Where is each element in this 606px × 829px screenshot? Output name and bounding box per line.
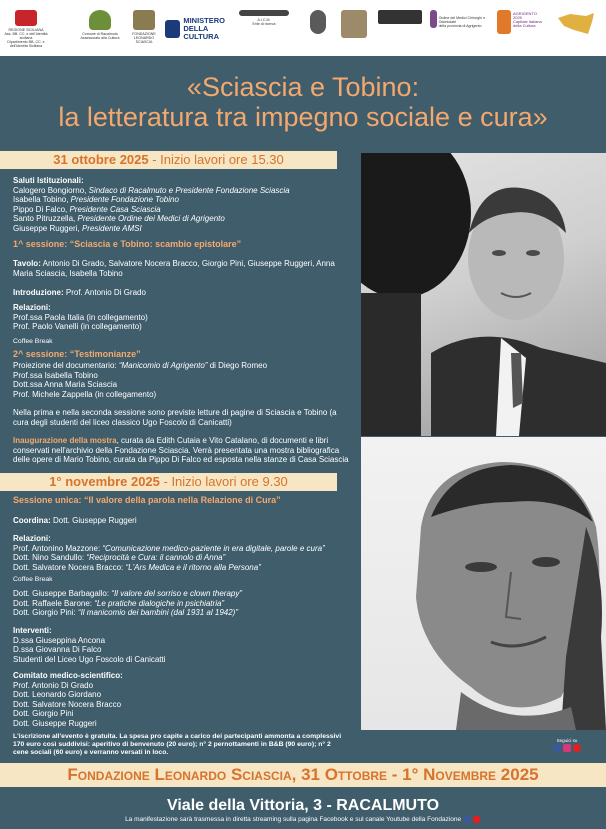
session1-introduzione: Introduzione: Prof. Antonio Di Grado [13, 288, 146, 297]
day2-band [0, 473, 337, 491]
relazione-item: Dott. Giorgio Pini: “Il manicomio dei bambini (dal 1931 al 1942)” [13, 608, 239, 617]
saluti-item: Santo Pitruzzella, Presidente Ordine dei Medici di Agrigento [13, 214, 225, 223]
interventi-section: Interventi: D.ssa Giuseppina Ancona D.ssa Giovanna Di Falco Studenti del Liceo Ugo Foscolo di Canicatti [13, 626, 351, 664]
day2-date: 1° novembre 2025 [49, 474, 160, 489]
ministero-emblem-icon [165, 20, 180, 38]
relazione-item: Prof. Antonino Mazzone: “Comunicazione medico-paziente in era digitale, parole e cura” [13, 543, 325, 553]
footer-banner [0, 763, 606, 787]
session3-title: Sessione unica: “Il valore della parola nella Relazione di Cura” [13, 495, 281, 505]
ministero-caption: MINISTERO DELLA CULTURA [183, 16, 225, 41]
documentary-line: Proiezione del documentario: “Manicomio di Agrigento” di Diego Romeo [13, 361, 268, 370]
comitato-item: Prof. Antonio Di Grado [13, 680, 94, 690]
amsi-icon [378, 10, 422, 24]
title-line-1: «Sciascia e Tobino: [186, 72, 420, 102]
testimonianza-item: Prof. Michele Zappella (in collegamento) [13, 389, 157, 399]
seguici-label: Seguici su [556, 738, 578, 743]
comitato-item: Dott. Giuseppe Ruggeri [13, 718, 97, 728]
day1-band [0, 151, 337, 169]
session3-relazioni-2 [13, 589, 351, 618]
instagram-icon[interactable] [563, 744, 571, 752]
title-line-2: la letteratura tra impegno sociale e cura» [58, 102, 548, 132]
partner-logos-bar [0, 0, 606, 56]
intervento-item: D.ssa Giovanna Di Falco [13, 645, 102, 654]
relazione-item: Prof. Paolo Vanelli (in collegamento) [13, 322, 142, 331]
relazione-item: Dott. Salvatore Nocera Bracco: “L'Ars Medica e il ritorno alla Persona” [13, 562, 261, 572]
sicilia-logo [553, 10, 599, 48]
fondazione-sciascia-caption: FONDAZIONE LEONARDO SCIASCIA [132, 32, 156, 44]
relazione-item: Dott. Nino Sandullo: “Reciprocità e Cura: il cannolo di Anna” [13, 553, 226, 562]
casa-sciascia-icon [341, 10, 367, 38]
saluti-item: Isabella Tobino, Presidente Fondazione Tobino [13, 195, 179, 204]
regione-siciliana-caption: REGIONE SICILIANA Ass. BB. CC. e dell'Identità siciliana Dipartimento BB. CC. e dell'Identità Siciliana [4, 28, 48, 48]
intervento-item: Studenti del Liceo Ugo Foscolo di Canicatti [13, 654, 166, 664]
session1-title: 1^ sessione: “Sciascia e Tobino: scambio epistolare” [13, 239, 242, 249]
session2-title: 2^ sessione: “Testimonianze” [13, 349, 141, 359]
comitato-item: Dott. Salvatore Nocera Bracco [13, 699, 122, 709]
medici-emblem-icon [310, 10, 326, 34]
comune-crest-icon [89, 10, 111, 30]
agrigento-2025-caption: AGRIGENTO 2025 Capitale Italiana della Cultura [513, 11, 542, 28]
session1-coffee-break: Coffee Break [13, 338, 53, 345]
youtube-icon[interactable] [573, 744, 581, 752]
aicm-caption: A.I.C.M. Ente di ricerca [252, 18, 276, 26]
session3-relazioni: Relazioni: Prof. Antonino Mazzone: “Comunicazione medico-paziente in era digitale, parole e cura” Dott. Nino Sandullo: “Reciprocità e Cura: il cannolo di Anna” Dott. Salvatore Nocera Bracco: “L'Ars Medica e il ritorno alla Persona” [13, 534, 351, 572]
relazione-item: Dott. Raffaele Barone: “Le pratiche dialogiche in psichiatria” [13, 598, 225, 608]
letture-note: Nella prima e nella seconda sessione sono previste letture di pagine di Sciascia e Tobino (a cura degli studenti del liceo classico Ugo Foscolo di Canicatti) [13, 408, 337, 427]
comune-racalmuto-caption: Comune di Racalmuto Assessorato alla Cultura [80, 32, 120, 40]
facebook-icon[interactable] [553, 744, 561, 752]
relazione-item: Prof.ssa Paola Italia (in collegamento) [13, 312, 148, 322]
tobino-photo [361, 153, 606, 436]
ordine-medici-logo [430, 10, 492, 48]
comitato-item: Dott. Leonardo Giordano [13, 690, 102, 699]
session1-relazioni: Relazioni: Prof.ssa Paola Italia (in collegamento) Prof. Paolo Vanelli (in collegamento) [13, 303, 351, 332]
day2-start-time: - Inizio lavori ore 9.30 [159, 474, 288, 489]
regione-siciliana-logo [4, 10, 48, 48]
relazione-item: Dott. Giuseppe Barbagallo: “Il valore del sorriso e clown therapy” [13, 589, 242, 598]
session2-list [13, 361, 351, 399]
casa-sciascia-logo [339, 10, 369, 48]
saluti-section [13, 176, 351, 233]
comitato-item: Dott. Giorgio Pini [13, 709, 74, 718]
saluti-heading: Saluti Istituzionali: [13, 176, 84, 185]
day1-date: 31 ottobre 2025 [53, 152, 149, 167]
saluti-item: Calogero Bongiorno, Sindaco di Racalmuto e Presidente Fondazione Sciascia [13, 185, 290, 195]
intervento-item: D.ssa Giuseppina Ancona [13, 635, 106, 645]
medici-logo [307, 10, 329, 48]
mostra-note: Inaugurazione della mostra, curata da Edith Cutaia e Vito Catalano, di documenti e libri conservati nell'archivio della Fondazione Sciascia. Verrà presentata una mostra bibliografica delle opere di Mario Tobino, curata da Pippo Di Falco ed esposta nella stanze di Casa Sciascia [13, 436, 349, 464]
sciascia-photo [361, 437, 606, 730]
saluti-item: Giuseppe Ruggeri, Presidente AMSI [13, 223, 142, 233]
ordine-medici-caption: Ordine dei Medici Chirurghi e Odontoiatri della provincia di Agrigento [438, 16, 486, 28]
footer-streaming-text: La manifestazione sarà trasmessa in diretta streaming sulla pagina Facebook e sul canale Youtube della Fondazione [125, 816, 462, 824]
ministero-cultura-logo [165, 10, 225, 48]
amsi-logo [376, 10, 424, 48]
sciascia-portrait-icon [361, 437, 606, 730]
testimonianza-item: Prof.ssa Isabella Tobino [13, 370, 98, 380]
social-links [552, 738, 582, 754]
aicm-icon [239, 10, 289, 16]
regione-siciliana-emblem-icon [15, 10, 37, 26]
agrigento-2025-icon [497, 10, 511, 34]
footer-address: Viale della Vittoria, 3 - RACALMUTO [166, 797, 440, 814]
comitato-section: Comitato medico-scientifico: Prof. Antonio Di Grado Dott. Leonardo Giordano Dott. Salvatore Nocera Bracco Dott. Giorgio Pini Dott. Giuseppe Ruggeri [13, 671, 351, 728]
iscrizione-note: L'iscrizione all'evento è gratuita. La spesa pro capite a carico dei partecipanti ammonta a complessivi 170 euro così suddivisi: aperitivo di benvenuto (20 euro); n° 2 pernottamenti in B&B (90 euro); n° 2 cene sociali (60 euro) e verranno versati in loco. [13, 733, 342, 756]
session3-coordina: Coordina: Dott. Giuseppe Ruggeri [13, 516, 137, 525]
fondazione-sciascia-icon [133, 10, 155, 30]
session3-coffee-break: Coffee Break [13, 576, 53, 583]
testimonianza-item: Dott.ssa Anna Maria Sciascia [13, 380, 118, 389]
agrigento-2025-logo [497, 10, 547, 48]
event-title [0, 72, 606, 132]
tobino-portrait-icon [361, 153, 606, 436]
aicm-logo [231, 10, 297, 48]
day1-start-time: - Inizio lavori ore 15.30 [148, 152, 284, 167]
session1-tavolo: Tavolo: Antonio Di Grado, Salvatore Nocera Bracco, Giorgio Pini, Giuseppe Ruggeri, Anna Maria Sciascia, Isabella Tobino [13, 259, 335, 278]
footer-youtube-icon[interactable] [473, 816, 480, 823]
footer-streaming-note [0, 815, 606, 824]
footer-banner-text: Fondazione Leonardo Sciascia, 31 Ottobre - 1° Novembre 2025 [67, 765, 539, 784]
saluti-item: Pippo Di Falco, Presidente Casa Sciascia [13, 204, 161, 214]
sicily-map-icon [556, 10, 596, 38]
fondazione-sciascia-logo [127, 10, 161, 48]
ordine-medici-icon [430, 10, 437, 28]
footer-facebook-icon[interactable] [464, 816, 471, 823]
comune-racalmuto-logo [80, 10, 120, 48]
